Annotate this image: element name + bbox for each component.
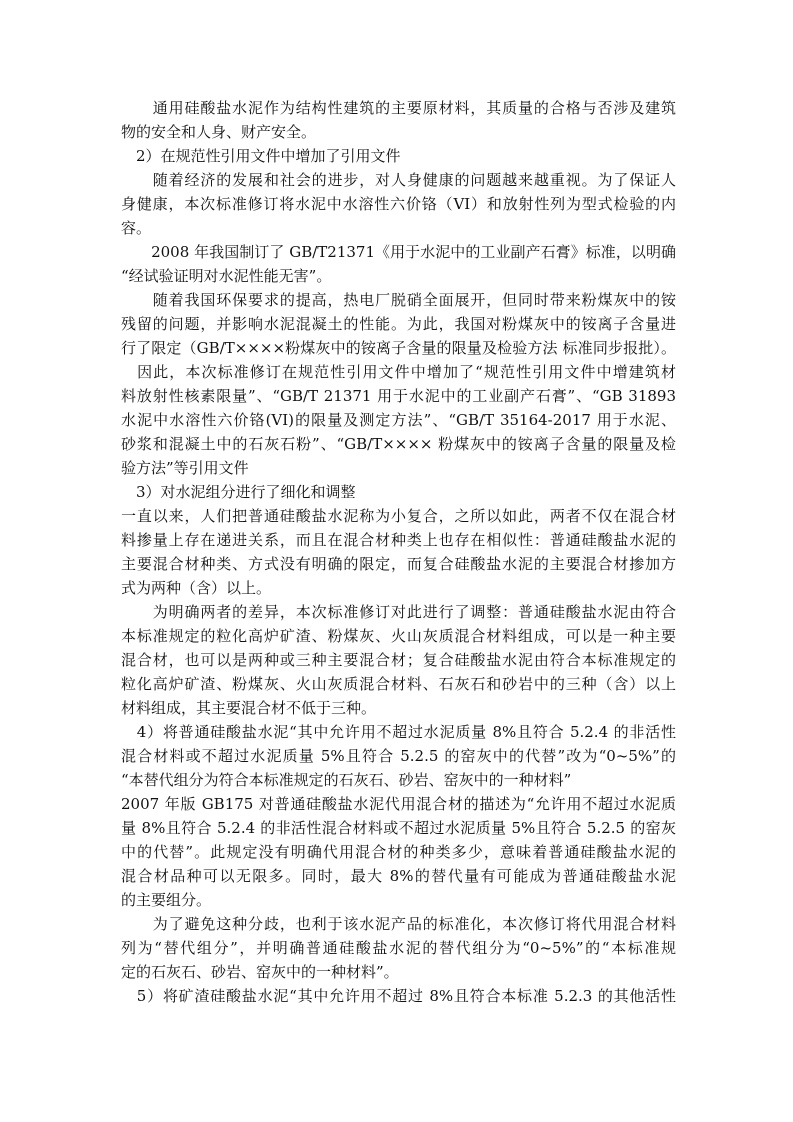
- text-line: 2008 年我国制订了 GB/T21371《用于水泥中的工业副产石膏》标准，以明确: [121, 243, 676, 261]
- text-line: 随着我国环保要求的提高，热电厂脱硝全面展开，但同时带来粉煤灰中的铵: [121, 291, 676, 309]
- text-line: “经试验证明对水泥性能无害”。: [121, 267, 332, 285]
- text-line: 粒化高炉矿渣、粉煤灰、火山灰质混合材料、石灰石和砂岩中的三种（含）以上: [121, 675, 676, 693]
- text-line: 水泥中水溶性六价铬(VI)的限量及测定方法”、“GB/T 35164-2017 用于水泥、: [121, 411, 676, 429]
- text-line: 料放射性核素限量”、“GB/T 21371 用于水泥中的工业副产石膏”、“GB 31893: [121, 387, 676, 405]
- text-line: 身健康，本次标准修订将水泥中水溶性六价铬（VI）和放射性列为型式检验的内: [121, 195, 676, 213]
- text-line: 的主要组分。: [121, 891, 212, 909]
- text-line: 一直以来，人们把普通硅酸盐水泥称为小复合，之所以如此，两者不仅在混合材: [121, 507, 676, 525]
- section-heading: 2）在规范性引用文件中增加了引用文件: [121, 147, 401, 165]
- section-heading: 3）对水泥组分进行了细化和调整: [121, 483, 356, 501]
- text-line: 为明确两者的差异，本次标准修订对此进行了调整：普通硅酸盐水泥由符合: [121, 603, 676, 621]
- section-heading: 5）将矿渣硅酸盐水泥“其中允许用不超过 8%且符合本标准 5.2.3 的其他活性: [121, 987, 676, 1005]
- text-line: 式为两种（含）以上。: [121, 579, 272, 597]
- text-line: 通用硅酸盐水泥作为结构性建筑的主要原材料，其质量的合格与否涉及建筑: [121, 99, 676, 117]
- text-line: 主要混合材种类、方式没有明确的限定，而复合硅酸盐水泥的主要混合材掺加方: [121, 555, 676, 573]
- text-line: 混合材料或不超过水泥质量 5%且符合 5.2.5 的窑灰中的代替”改为“0~5%”的: [121, 747, 676, 765]
- text-line: 混合材，也可以是两种或三种主要混合材；复合硅酸盐水泥由符合本标准规定的: [121, 651, 676, 669]
- text-line: 列为“替代组分”，并明确普通硅酸盐水泥的替代组分为“0~5%”的“本标准规: [121, 939, 676, 957]
- section-heading: 4）将普通硅酸盐水泥“其中允许用不超过水泥质量 8%且符合 5.2.4 的非活性: [121, 723, 676, 741]
- text-line: 定的石灰石、砂岩、窑灰中的一种材料”。: [121, 963, 399, 981]
- text-line: 2007 年版 GB175 对普通硅酸盐水泥代用混合材的描述为“允许用不超过水泥质: [121, 795, 676, 813]
- text-line: 量 8%且符合 5.2.4 的非活性混合材料或不超过水泥质量 5%且符合 5.2.5 的窑灰: [121, 819, 676, 837]
- text-line: 容。: [121, 219, 152, 237]
- text-line: 混合材品种可以无限多。同时，最大 8%的替代量有可能成为普通硅酸盐水泥: [121, 867, 676, 885]
- text-line: 材料组成，其主要混合材不低于三种。: [121, 699, 377, 717]
- text-line: 因此，本次标准修订在规范性引用文件中增加了“规范性引用文件中增建筑材: [121, 363, 676, 381]
- text-line: 料掺量上存在递进关系，而且在混合材种类上也存在相似性：普通硅酸盐水泥的: [121, 531, 676, 549]
- text-line: 行了限定（GB/T××××粉煤灰中的铵离子含量的限量及检验方法 标准同步报批）。: [121, 339, 676, 357]
- text-line: 本标准规定的粒化高炉矿渣、粉煤灰、火山灰质混合材料组成，可以是一种主要: [121, 627, 676, 645]
- text-line: 残留的问题，并影响水泥混凝土的性能。为此，我国对粉煤灰中的铵离子含量进: [121, 315, 676, 333]
- text-line: 随着经济的发展和社会的进步，对人身健康的问题越来越重视。为了保证人: [121, 171, 676, 189]
- text-line: 为了避免这种分歧，也利于该水泥产品的标准化，本次修订将代用混合材料: [121, 915, 676, 933]
- text-line: 中的代替”。此规定没有明确代用混合材的种类多少，意味着普通硅酸盐水泥的: [121, 843, 676, 861]
- text-line: “本替代组分为符合本标准规定的石灰石、砂岩、窑灰中的一种材料”: [121, 771, 572, 789]
- text-line: 验方法”等引用文件: [121, 459, 249, 477]
- text-line: 砂浆和混凝土中的石灰石粉”、“GB/T×××× 粉煤灰中的铵离子含量的限量及检: [121, 435, 676, 453]
- text-line: 物的安全和人身、财产安全。: [121, 123, 317, 141]
